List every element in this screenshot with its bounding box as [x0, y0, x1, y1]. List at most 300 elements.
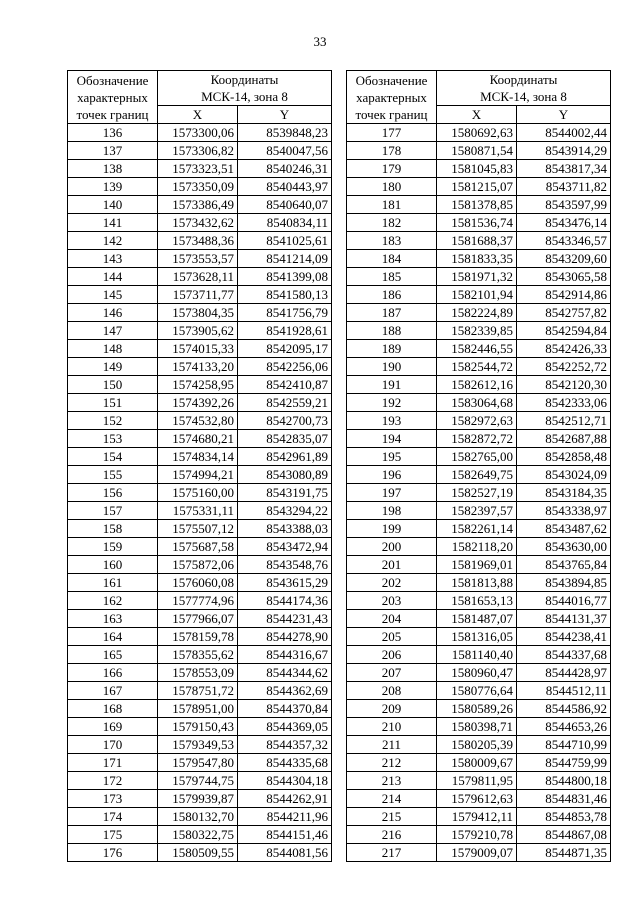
table-row	[347, 466, 611, 484]
point-number: 148	[68, 340, 158, 358]
x-coordinate: 1573711,77	[158, 286, 238, 304]
y-coordinate: 8544362,69	[238, 682, 332, 700]
point-number: 159	[68, 538, 158, 556]
table-row	[347, 214, 611, 232]
y-coordinate: 8542252,72	[517, 358, 611, 376]
table-row	[347, 142, 611, 160]
table-row	[68, 682, 332, 700]
x-coordinate: 1579349,53	[158, 736, 238, 754]
point-number: 137	[68, 142, 158, 160]
point-number: 139	[68, 178, 158, 196]
x-coordinate: 1582118,20	[437, 538, 517, 556]
point-number: 140	[68, 196, 158, 214]
x-coordinate: 1574834,14	[158, 448, 238, 466]
table-row	[347, 790, 611, 808]
header-designation-line: точек границ	[76, 106, 149, 122]
y-coordinate: 8540443,97	[238, 178, 332, 196]
y-coordinate: 8544428,97	[517, 664, 611, 682]
table-row	[68, 142, 332, 160]
table-row	[68, 502, 332, 520]
table-row	[68, 466, 332, 484]
y-coordinate: 8540640,07	[238, 196, 332, 214]
coordinates-table-left	[67, 70, 332, 862]
y-coordinate: 8543024,09	[517, 466, 611, 484]
point-number: 145	[68, 286, 158, 304]
point-number: 136	[68, 124, 158, 142]
point-number: 161	[68, 574, 158, 592]
y-coordinate: 8544759,99	[517, 754, 611, 772]
y-coordinate: 8542914,86	[517, 286, 611, 304]
table-row	[347, 808, 611, 826]
table-row	[347, 178, 611, 196]
table-row	[68, 412, 332, 430]
x-coordinate: 1578951,00	[158, 700, 238, 718]
x-coordinate: 1581045,83	[437, 160, 517, 178]
table-row	[68, 538, 332, 556]
point-number: 168	[68, 700, 158, 718]
table-row	[68, 844, 332, 862]
table-row	[347, 844, 611, 862]
y-coordinate: 8544335,68	[238, 754, 332, 772]
x-coordinate: 1575687,58	[158, 538, 238, 556]
point-number: 182	[347, 214, 437, 232]
header-coordinates-line: Координаты	[210, 72, 279, 87]
x-coordinate: 1582397,57	[437, 502, 517, 520]
header-coordinates-line: МСК-14, зона 8	[201, 89, 288, 104]
x-coordinate: 1581215,07	[437, 178, 517, 196]
y-coordinate: 8542961,89	[238, 448, 332, 466]
table-row	[68, 124, 332, 142]
point-number: 198	[347, 502, 437, 520]
table-row	[68, 250, 332, 268]
y-coordinate: 8542120,30	[517, 376, 611, 394]
table-row	[68, 718, 332, 736]
y-coordinate: 8544370,84	[238, 700, 332, 718]
table-row	[347, 394, 611, 412]
y-coordinate: 8542757,82	[517, 304, 611, 322]
x-coordinate: 1581969,01	[437, 556, 517, 574]
point-number: 205	[347, 628, 437, 646]
table-row	[347, 700, 611, 718]
x-coordinate: 1580692,63	[437, 124, 517, 142]
x-coordinate: 1580132,70	[158, 808, 238, 826]
table-row	[347, 826, 611, 844]
x-coordinate: 1582872,72	[437, 430, 517, 448]
point-number: 164	[68, 628, 158, 646]
y-coordinate: 8544304,18	[238, 772, 332, 790]
table-row	[68, 556, 332, 574]
y-coordinate: 8543765,84	[517, 556, 611, 574]
y-coordinate: 8544151,46	[238, 826, 332, 844]
table-row	[68, 160, 332, 178]
point-number: 167	[68, 682, 158, 700]
table-row	[68, 268, 332, 286]
table-row	[347, 448, 611, 466]
point-number: 160	[68, 556, 158, 574]
table-row	[347, 160, 611, 178]
header-designation-line: Обозначение	[355, 72, 428, 88]
point-number: 175	[68, 826, 158, 844]
x-coordinate: 1573628,11	[158, 268, 238, 286]
table-row	[68, 196, 332, 214]
point-number: 178	[347, 142, 437, 160]
x-coordinate: 1582765,00	[437, 448, 517, 466]
x-coordinate: 1573350,09	[158, 178, 238, 196]
y-coordinate: 8542835,07	[238, 430, 332, 448]
point-number: 157	[68, 502, 158, 520]
table-row	[347, 628, 611, 646]
y-coordinate: 8543711,82	[517, 178, 611, 196]
y-coordinate: 8542512,71	[517, 412, 611, 430]
y-coordinate: 8543914,29	[517, 142, 611, 160]
table-row	[68, 394, 332, 412]
x-coordinate: 1574133,20	[158, 358, 238, 376]
header-y: Y	[238, 106, 332, 124]
x-coordinate: 1582261,14	[437, 520, 517, 538]
x-coordinate: 1573300,06	[158, 124, 238, 142]
x-coordinate: 1579009,07	[437, 844, 517, 862]
y-coordinate: 8543338,97	[517, 502, 611, 520]
point-number: 179	[347, 160, 437, 178]
x-coordinate: 1580776,64	[437, 682, 517, 700]
x-coordinate: 1582972,63	[437, 412, 517, 430]
point-number: 202	[347, 574, 437, 592]
x-coordinate: 1574680,21	[158, 430, 238, 448]
x-coordinate: 1573386,49	[158, 196, 238, 214]
y-coordinate: 8544369,05	[238, 718, 332, 736]
table-row	[68, 232, 332, 250]
point-number: 191	[347, 376, 437, 394]
y-coordinate: 8543184,35	[517, 484, 611, 502]
y-coordinate: 8544131,37	[517, 610, 611, 628]
table-row	[347, 322, 611, 340]
y-coordinate: 8544344,62	[238, 664, 332, 682]
point-number: 172	[68, 772, 158, 790]
x-coordinate: 1582612,16	[437, 376, 517, 394]
point-number: 169	[68, 718, 158, 736]
point-number: 190	[347, 358, 437, 376]
table-row	[68, 664, 332, 682]
y-coordinate: 8540047,56	[238, 142, 332, 160]
x-coordinate: 1573804,35	[158, 304, 238, 322]
x-coordinate: 1577966,07	[158, 610, 238, 628]
point-number: 187	[347, 304, 437, 322]
table-row	[68, 826, 332, 844]
x-coordinate: 1582527,19	[437, 484, 517, 502]
point-number: 188	[347, 322, 437, 340]
point-number: 194	[347, 430, 437, 448]
table-row	[347, 664, 611, 682]
table-row	[68, 592, 332, 610]
point-number: 151	[68, 394, 158, 412]
table-row	[347, 286, 611, 304]
table-row	[347, 502, 611, 520]
x-coordinate: 1581688,37	[437, 232, 517, 250]
x-coordinate: 1579939,87	[158, 790, 238, 808]
table-row	[347, 484, 611, 502]
x-coordinate: 1575331,11	[158, 502, 238, 520]
point-number: 197	[347, 484, 437, 502]
point-number: 192	[347, 394, 437, 412]
y-coordinate: 8542410,87	[238, 376, 332, 394]
y-coordinate: 8544831,46	[517, 790, 611, 808]
point-number: 213	[347, 772, 437, 790]
x-coordinate: 1579547,80	[158, 754, 238, 772]
table-row	[347, 358, 611, 376]
table-row	[68, 754, 332, 772]
x-coordinate: 1579612,63	[437, 790, 517, 808]
y-coordinate: 8544512,11	[517, 682, 611, 700]
point-number: 152	[68, 412, 158, 430]
point-number: 163	[68, 610, 158, 628]
y-coordinate: 8544002,44	[517, 124, 611, 142]
header-y: Y	[517, 106, 611, 124]
table-row	[347, 196, 611, 214]
point-number: 212	[347, 754, 437, 772]
y-coordinate: 8544653,26	[517, 718, 611, 736]
point-number: 173	[68, 790, 158, 808]
header-designation-line: характерных	[77, 89, 148, 105]
x-coordinate: 1579150,43	[158, 718, 238, 736]
point-number: 181	[347, 196, 437, 214]
point-number: 204	[347, 610, 437, 628]
y-coordinate: 8542426,33	[517, 340, 611, 358]
x-coordinate: 1582339,85	[437, 322, 517, 340]
table-row	[347, 430, 611, 448]
x-coordinate: 1580871,54	[437, 142, 517, 160]
y-coordinate: 8544278,90	[238, 628, 332, 646]
y-coordinate: 8543472,94	[238, 538, 332, 556]
point-number: 149	[68, 358, 158, 376]
y-coordinate: 8544238,41	[517, 628, 611, 646]
x-coordinate: 1574392,26	[158, 394, 238, 412]
y-coordinate: 8543294,22	[238, 502, 332, 520]
point-number: 201	[347, 556, 437, 574]
y-coordinate: 8541580,13	[238, 286, 332, 304]
point-number: 215	[347, 808, 437, 826]
table-row	[68, 178, 332, 196]
x-coordinate: 1573306,82	[158, 142, 238, 160]
point-number: 193	[347, 412, 437, 430]
y-coordinate: 8543065,58	[517, 268, 611, 286]
y-coordinate: 8541756,79	[238, 304, 332, 322]
y-coordinate: 8542700,73	[238, 412, 332, 430]
y-coordinate: 8544357,32	[238, 736, 332, 754]
y-coordinate: 8544211,96	[238, 808, 332, 826]
table-row	[347, 646, 611, 664]
table-row	[68, 772, 332, 790]
x-coordinate: 1576060,08	[158, 574, 238, 592]
x-coordinate: 1579412,11	[437, 808, 517, 826]
header-designation	[68, 71, 158, 124]
point-number: 138	[68, 160, 158, 178]
y-coordinate: 8544316,67	[238, 646, 332, 664]
point-number: 199	[347, 520, 437, 538]
table-row	[68, 448, 332, 466]
point-number: 203	[347, 592, 437, 610]
point-number: 146	[68, 304, 158, 322]
y-coordinate: 8541928,61	[238, 322, 332, 340]
y-coordinate: 8541214,09	[238, 250, 332, 268]
point-number: 147	[68, 322, 158, 340]
header-designation-line: точек границ	[355, 106, 428, 122]
x-coordinate: 1581316,05	[437, 628, 517, 646]
point-number: 183	[347, 232, 437, 250]
point-number: 158	[68, 520, 158, 538]
x-coordinate: 1577774,96	[158, 592, 238, 610]
point-number: 200	[347, 538, 437, 556]
x-coordinate: 1582649,75	[437, 466, 517, 484]
point-number: 208	[347, 682, 437, 700]
y-coordinate: 8539848,23	[238, 124, 332, 142]
table-row	[347, 376, 611, 394]
x-coordinate: 1575507,12	[158, 520, 238, 538]
x-coordinate: 1573432,62	[158, 214, 238, 232]
y-coordinate: 8543615,29	[238, 574, 332, 592]
table-row	[68, 376, 332, 394]
y-coordinate: 8543894,85	[517, 574, 611, 592]
table-row	[68, 430, 332, 448]
point-number: 207	[347, 664, 437, 682]
x-coordinate: 1573905,62	[158, 322, 238, 340]
y-coordinate: 8543388,03	[238, 520, 332, 538]
table-row	[68, 520, 332, 538]
point-number: 155	[68, 466, 158, 484]
x-coordinate: 1581140,40	[437, 646, 517, 664]
point-number: 156	[68, 484, 158, 502]
x-coordinate: 1581971,32	[437, 268, 517, 286]
table-row	[347, 268, 611, 286]
x-coordinate: 1578751,72	[158, 682, 238, 700]
y-coordinate: 8543476,14	[517, 214, 611, 232]
x-coordinate: 1580205,39	[437, 736, 517, 754]
y-coordinate: 8543630,00	[517, 538, 611, 556]
y-coordinate: 8544800,18	[517, 772, 611, 790]
header-x: X	[437, 106, 517, 124]
y-coordinate: 8543817,34	[517, 160, 611, 178]
point-number: 162	[68, 592, 158, 610]
y-coordinate: 8543487,62	[517, 520, 611, 538]
point-number: 150	[68, 376, 158, 394]
y-coordinate: 8543548,76	[238, 556, 332, 574]
y-coordinate: 8540246,31	[238, 160, 332, 178]
x-coordinate: 1581833,35	[437, 250, 517, 268]
x-coordinate: 1574994,21	[158, 466, 238, 484]
header-designation-line: характерных	[356, 89, 427, 105]
y-coordinate: 8544710,99	[517, 736, 611, 754]
point-number: 189	[347, 340, 437, 358]
table-row	[347, 610, 611, 628]
table-row	[68, 628, 332, 646]
y-coordinate: 8541399,08	[238, 268, 332, 286]
table-row	[347, 520, 611, 538]
x-coordinate: 1580398,71	[437, 718, 517, 736]
point-number: 209	[347, 700, 437, 718]
header-designation	[347, 71, 437, 124]
y-coordinate: 8544337,68	[517, 646, 611, 664]
table-row	[68, 736, 332, 754]
point-number: 185	[347, 268, 437, 286]
y-coordinate: 8542559,21	[238, 394, 332, 412]
point-number: 210	[347, 718, 437, 736]
table-row	[68, 790, 332, 808]
table-row	[347, 556, 611, 574]
table-row	[68, 484, 332, 502]
point-number: 154	[68, 448, 158, 466]
x-coordinate: 1578159,78	[158, 628, 238, 646]
y-coordinate: 8543080,89	[238, 466, 332, 484]
y-coordinate: 8542256,06	[238, 358, 332, 376]
y-coordinate: 8542858,48	[517, 448, 611, 466]
x-coordinate: 1581487,07	[437, 610, 517, 628]
table-row	[347, 250, 611, 268]
x-coordinate: 1582101,94	[437, 286, 517, 304]
table-row	[68, 700, 332, 718]
x-coordinate: 1574015,33	[158, 340, 238, 358]
point-number: 216	[347, 826, 437, 844]
y-coordinate: 8542095,17	[238, 340, 332, 358]
table-row	[347, 538, 611, 556]
y-coordinate: 8544867,08	[517, 826, 611, 844]
point-number: 174	[68, 808, 158, 826]
y-coordinate: 8543209,60	[517, 250, 611, 268]
x-coordinate: 1580960,47	[437, 664, 517, 682]
x-coordinate: 1578355,62	[158, 646, 238, 664]
point-number: 166	[68, 664, 158, 682]
x-coordinate: 1579811,95	[437, 772, 517, 790]
x-coordinate: 1574532,80	[158, 412, 238, 430]
point-number: 217	[347, 844, 437, 862]
y-coordinate: 8540834,11	[238, 214, 332, 232]
point-number: 142	[68, 232, 158, 250]
point-number: 214	[347, 790, 437, 808]
point-number: 177	[347, 124, 437, 142]
header-coordinates	[158, 71, 332, 106]
x-coordinate: 1573323,51	[158, 160, 238, 178]
point-number: 196	[347, 466, 437, 484]
table-row	[68, 286, 332, 304]
point-number: 144	[68, 268, 158, 286]
x-coordinate: 1580509,55	[158, 844, 238, 862]
page-number: 33	[313, 34, 327, 49]
y-coordinate: 8544016,77	[517, 592, 611, 610]
y-coordinate: 8541025,61	[238, 232, 332, 250]
point-number: 170	[68, 736, 158, 754]
y-coordinate: 8544174,36	[238, 592, 332, 610]
point-number: 195	[347, 448, 437, 466]
point-number: 171	[68, 754, 158, 772]
x-coordinate: 1583064,68	[437, 394, 517, 412]
table-row	[68, 358, 332, 376]
header-coordinates	[437, 71, 611, 106]
y-coordinate: 8544853,78	[517, 808, 611, 826]
table-row	[68, 304, 332, 322]
y-coordinate: 8543597,99	[517, 196, 611, 214]
x-coordinate: 1574258,95	[158, 376, 238, 394]
y-coordinate: 8544262,91	[238, 790, 332, 808]
y-coordinate: 8542333,06	[517, 394, 611, 412]
y-coordinate: 8543191,75	[238, 484, 332, 502]
x-coordinate: 1582224,89	[437, 304, 517, 322]
table-row	[347, 754, 611, 772]
point-number: 184	[347, 250, 437, 268]
x-coordinate: 1581378,85	[437, 196, 517, 214]
table-row	[68, 646, 332, 664]
x-coordinate: 1581813,88	[437, 574, 517, 592]
point-number: 180	[347, 178, 437, 196]
x-coordinate: 1582446,55	[437, 340, 517, 358]
point-number: 206	[347, 646, 437, 664]
